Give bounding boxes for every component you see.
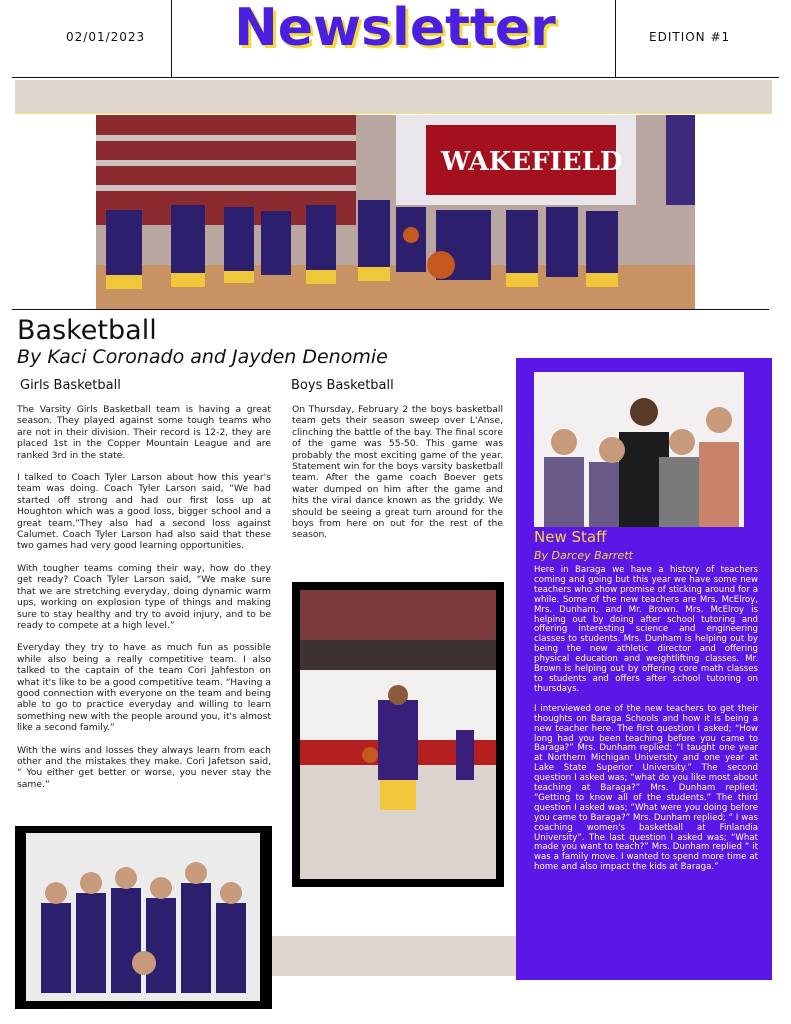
girls-paragraph: Everyday they try to have as much fun as possible while also being a really competitive team. I also talked to the captain of the team Cori Jahfeston on what it's like to be a good competitive team. “Having a good connection with everyone on the team and being able to go to practice everyday and willing to learn something new with the people around you, it's almost like a second family.” <box>17 642 271 734</box>
sidebar-paragraph: I interviewed one of the new teachers to get their thoughts on Baraga Schools and how it is being a new teacher here. The first question I asked; “How long had you been teaching before you came to Baraga?” Mrs. Dunham replied: “I taught one year at Northern Michigan University and one year at Lake State Superior University.” The second question I asked was; “what do you like most about teaching at Baraga?” Mrs. Dunham replied; “Getting to know all of the students.” The third question I asked was; “What were you doing before you came to Baraga?” Mrs. Dunham replied; “ I was coaching women's basketball at Finlandia University”. The last question I asked was; “What made you want to teach?” Mrs. Dunham replied “ it was a family move. I wanted to spend more time at home and also impact the kids at Baraga.” <box>534 703 758 873</box>
girls-heading: Girls Basketball <box>20 378 121 393</box>
boys-paragraph: On Thursday, February 2 the boys basketball team gets their season sweep over L'Anse, clinching the battle of the bay. The final score of the game was 55-50. This game was probably the most exciting game of the year. Statement win for the boys varsity basketball team. After the game coach Boever gets water dumped on him after the game and hits the viral dance known as the griddy. We should be seeing a great turn around for the boys from here on out for the rest of the season. <box>292 404 503 541</box>
svg-text:WAKEFIELD: WAKEFIELD <box>441 147 623 177</box>
header-rule <box>12 77 779 78</box>
beige-band-top <box>15 80 772 113</box>
girls-paragraph: With tougher teams coming their way, how do they get ready? Coach Tyler Larson said, “We make sure that we are stretching everyday, doing dynamic warm ups, working on explosion type of things and making sure to stay healthy and try to avoid injury, and to be ready to compete at a high level.” <box>17 562 271 631</box>
banner-rule <box>12 309 769 310</box>
newsletter-title: Newsletter <box>234 0 556 58</box>
section-title: Basketball <box>17 315 157 346</box>
sidebar-paragraph: Here in Baraga we have a history of teachers coming and going but this year we have some new teachers who show promise of sticking around for a while. Some of the new teachers are Mrs. McElroy, Mrs. Dunham, and Mr. Brown. Mrs. McElroy is helping out by doing after school tutoring and offering interesting science and engineering classes to students. Mrs. Dunham is helping out by being the new athletic director and offering physical education and weightlifting classes. Mr. Brown is helping out by offering core math classes to students and offers after school tutoring on thursdays. <box>534 565 758 694</box>
issue-date: 02/01/2023 <box>66 30 146 44</box>
header-divider-right <box>615 0 616 77</box>
staff-photo <box>534 372 744 527</box>
top-banner-photo <box>96 115 695 309</box>
boys-heading: Boys Basketball <box>291 378 394 393</box>
girls-paragraph: With the wins and losses they always learn from each other and the mistakes they make. Cori Jafetson said, “ You either get better or worse, you never stay the same.” <box>17 744 271 790</box>
header-divider-left <box>171 0 172 77</box>
sidebar-title: New Staff <box>534 528 607 546</box>
sidebar-byline: By Darcey Barrett <box>534 549 633 562</box>
girls-paragraph: The Varsity Girls Basketball team is having a great season. They played against some tough teams who are not in their division. Their record is 12-2, they are placed 1st in the Copper Mountain League and are ranked 3rd in the state. <box>17 404 271 461</box>
girls-paragraph: I talked to Coach Tyler Larson about how this year's team was doing. Coach Tyler Larson said, “We had started off strong and had our first loss up at Houghton which was a good loss, bigger school and a great team.”They also had a second loss against Calumet. Coach Tyler Larson had also said that these two games had very good learning opportunities. <box>17 472 271 552</box>
gym-scene-image <box>96 115 695 309</box>
girls-team-photo <box>26 833 260 1001</box>
yellow-rule <box>15 113 772 114</box>
girls-team-image <box>26 833 260 1001</box>
article-byline: By Kaci Coronado and Jayden Denomie <box>17 346 388 368</box>
edition-label: EDITION #1 <box>649 30 731 44</box>
beige-band-bottom <box>272 936 518 976</box>
girls-article <box>17 404 271 801</box>
boys-player-photo <box>300 590 496 879</box>
boys-player-image <box>300 590 496 879</box>
sidebar-article <box>534 566 758 883</box>
boys-article <box>292 404 503 552</box>
staff-group-image <box>534 372 744 527</box>
